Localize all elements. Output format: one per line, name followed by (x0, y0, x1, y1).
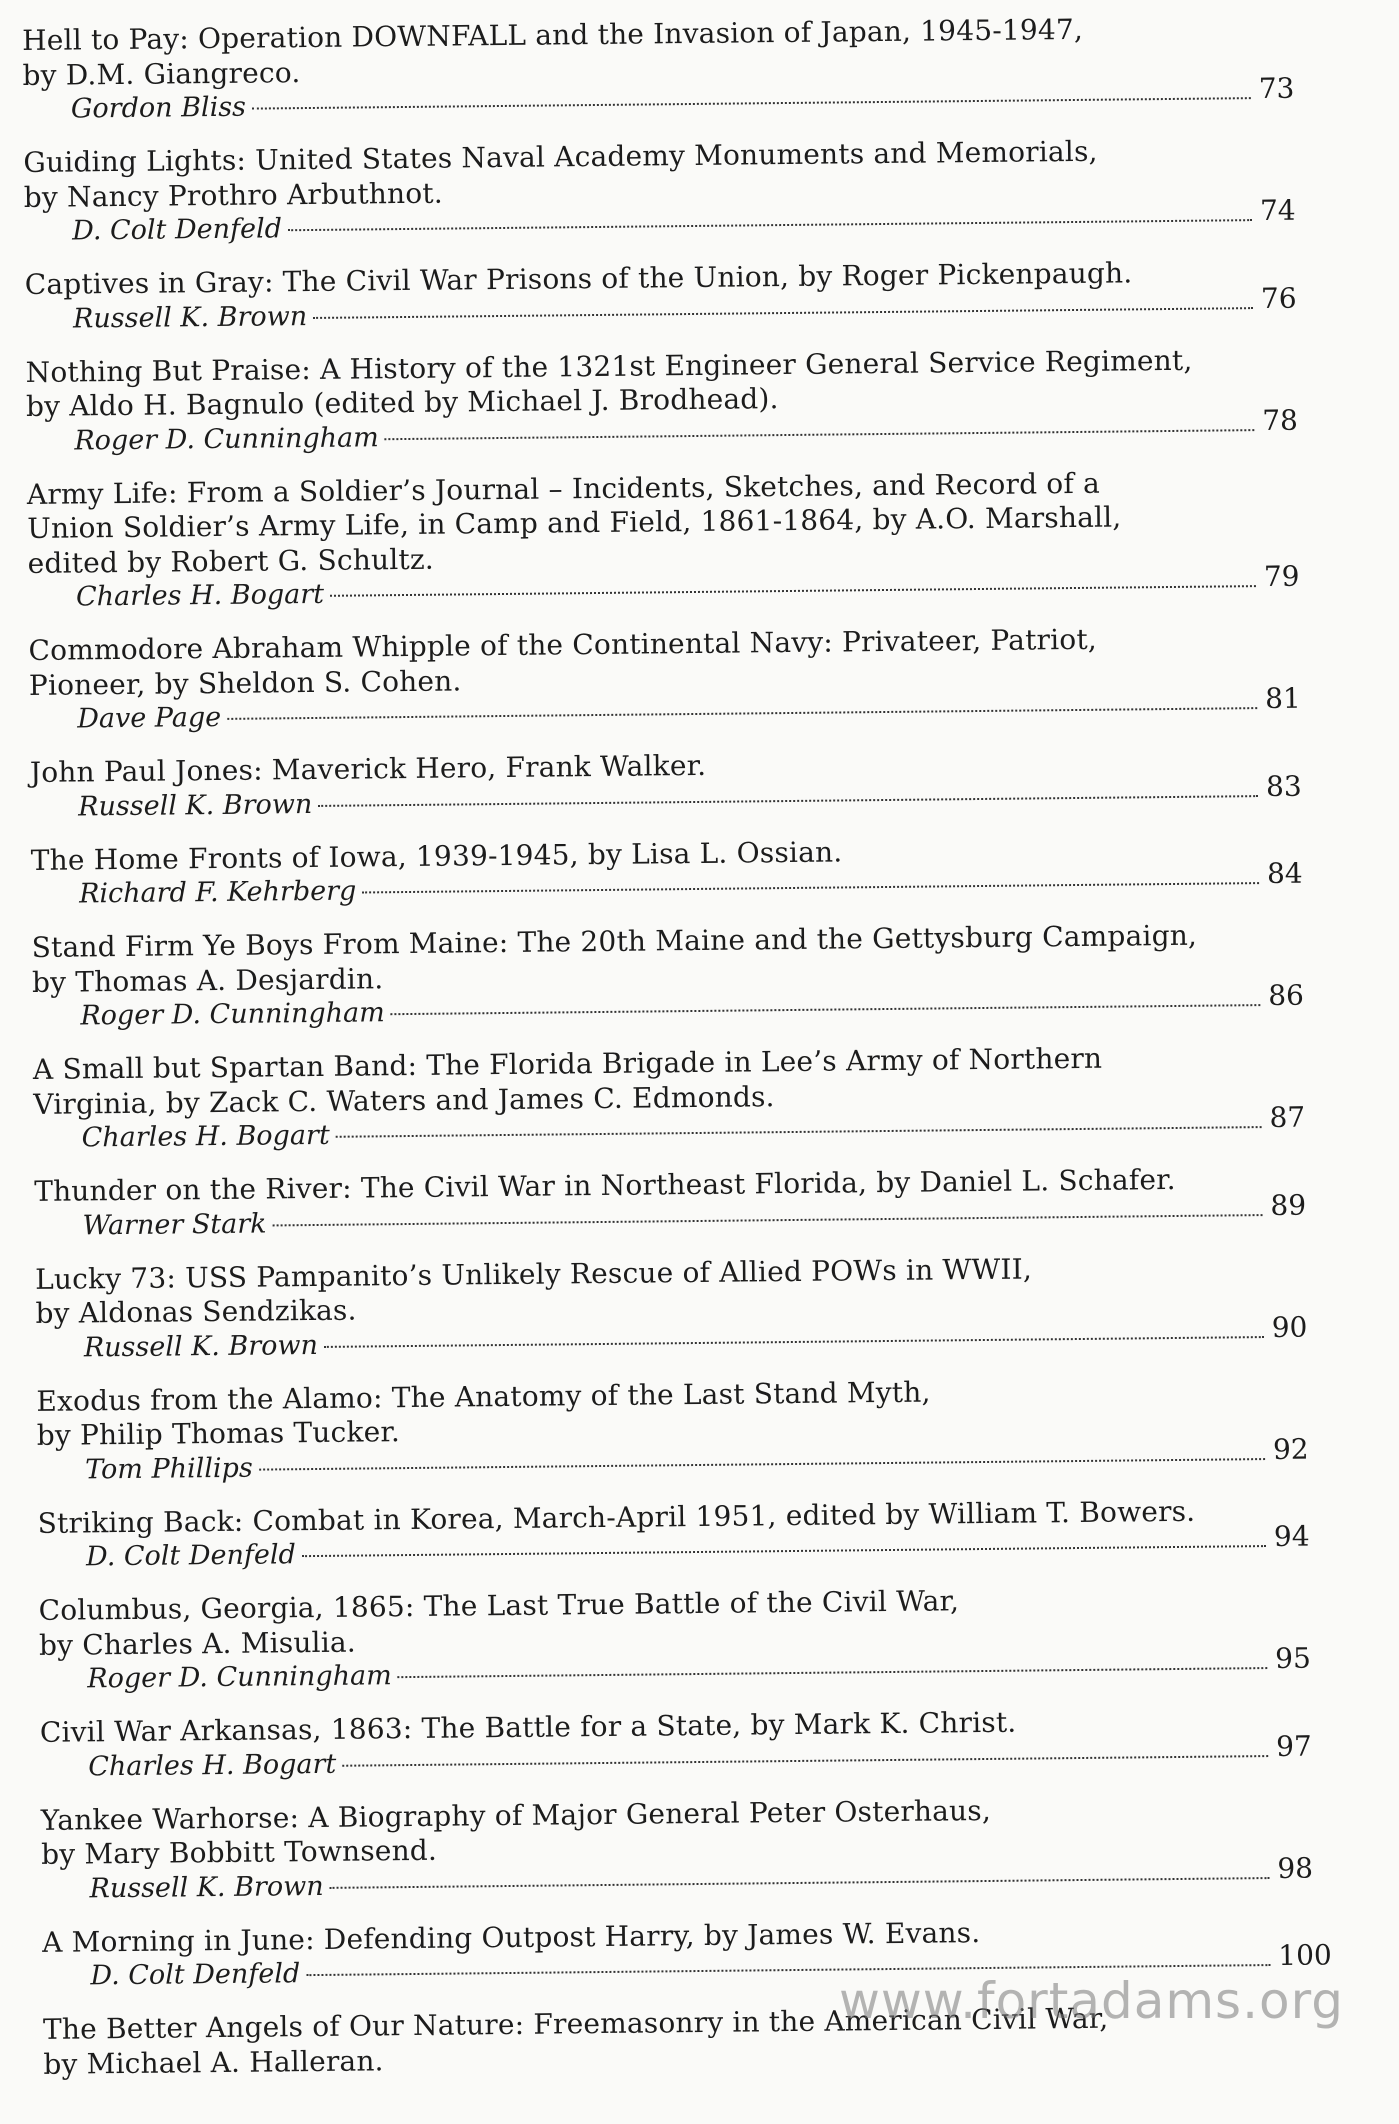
review-entry (33, 1039, 1364, 1156)
reviewer-name: Charles H. Bogart (75, 578, 325, 613)
review-entry (25, 254, 1356, 336)
review-entry (34, 1161, 1365, 1243)
dot-leader (362, 882, 1259, 893)
dot-leader (288, 219, 1252, 231)
dot-leader (342, 1755, 1268, 1767)
review-entry (38, 1580, 1369, 1697)
book-title-line: by Nancy Prothro Arbuthnot. (23, 176, 444, 214)
reviewer-name: Dave Page (77, 701, 222, 735)
page-number: 81 (1264, 681, 1301, 716)
book-title-line: Hell to Pay: Operation DOWNFALL and the Invasion of Japan, 1945-1947, (22, 12, 1084, 57)
book-title-line: Thunder on the River: The Civil War in Northeast Florida, by Daniel L. Schafer. (34, 1162, 1176, 1208)
review-entry (31, 830, 1362, 912)
reviewer-name: Roger D. Cunningham (74, 421, 379, 456)
reviewer-name: Roger D. Cunningham (80, 997, 385, 1032)
book-title-line: by Philip Thomas Tucker. (36, 1415, 401, 1452)
dot-leader (227, 707, 1257, 720)
dot-leader (330, 585, 1256, 597)
book-title-line: by Thomas A. Desjardin. (31, 961, 384, 999)
book-title-line: Union Soldier’s Army Life, in Camp and Field, 1861-1864, by A.O. Marshall, (27, 500, 1122, 545)
page-number: 92 (1272, 1432, 1309, 1466)
reviewer-name: Tom Phillips (84, 1452, 253, 1485)
book-title-line: Commodore Abraham Whipple of the Continental Navy: Privateer, Patriot, (28, 622, 1098, 667)
reviewer-name: Russell K. Brown (72, 300, 308, 334)
page-number: 98 (1277, 1851, 1314, 1885)
dot-leader (252, 97, 1251, 109)
book-title-line: A Small but Spartan Band: The Florida Brigade in Lee’s Army of Northern (32, 1041, 1103, 1086)
dot-leader (273, 1214, 1263, 1226)
book-title-line: Pioneer, by Sheldon S. Cohen. (28, 663, 462, 702)
reviewer-name: Gordon Bliss (70, 91, 247, 125)
review-entry (25, 342, 1356, 459)
table-of-contents (22, 10, 1374, 2101)
review-entry (30, 742, 1361, 824)
book-title-line: The Better Angels of Our Nature: Freemasonry in the American Civil War, (42, 2001, 1109, 2046)
book-title-line: A Morning in June: Defending Outpost Harry, by James W. Evans. (41, 1915, 981, 1959)
reviewer-name: Russell K. Brown (89, 1870, 324, 1904)
dot-leader (385, 429, 1255, 440)
reviewer-name: D. Colt Denfeld (90, 1958, 301, 1992)
dot-leader (324, 1336, 1264, 1348)
dot-leader (259, 1458, 1265, 1471)
dot-leader (391, 1004, 1261, 1015)
book-title-line: by Mary Bobbitt Townsend. (40, 1833, 438, 1871)
book-title-line: Guiding Lights: United States Naval Academy Monuments and Memorials, (23, 134, 1098, 179)
book-title-line: Nothing But Praise: A History of the 1321st Engineer General Service Regiment, (25, 343, 1193, 389)
book-title-line: by Aldonas Sendzikas. (35, 1293, 357, 1330)
dot-leader (330, 1877, 1270, 1889)
dot-leader (336, 1126, 1262, 1138)
book-title-line: Columbus, Georgia, 1865: The Last True Battle of the Civil War, (38, 1584, 960, 1627)
review-entry (40, 1702, 1371, 1784)
page-number: 74 (1259, 193, 1296, 228)
reviewer-name: Russell K. Brown (78, 788, 313, 822)
page-number: 78 (1262, 403, 1299, 437)
reviewer-name: D. Colt Denfeld (72, 213, 283, 247)
review-entry (35, 1249, 1366, 1366)
review-entry (28, 620, 1359, 737)
dot-leader (302, 1545, 1266, 1557)
dot-leader (398, 1667, 1268, 1678)
reviewer-name: Charles H. Bogart (88, 1748, 337, 1782)
review-entry (23, 132, 1354, 249)
page-number: 89 (1270, 1188, 1307, 1222)
reviewer-name: Russell K. Brown (83, 1329, 319, 1363)
reviewer-name: Richard F. Kehrberg (78, 875, 357, 910)
book-title-line: Stand Firm Ye Boys From Maine: The 20th Maine and the Gettysburg Campaign, (31, 918, 1198, 964)
review-entry (27, 464, 1358, 615)
book-title-line: edited by Robert G. Schultz. (27, 542, 435, 580)
reviewer-name: Warner Stark (82, 1208, 267, 1241)
page-number: 90 (1271, 1310, 1308, 1344)
page-number: 100 (1278, 1938, 1332, 1972)
book-title-line: Virginia, by Zack C. Waters and James C. Edmonds. (33, 1079, 775, 1121)
dot-leader (318, 795, 1258, 807)
dot-leader (313, 307, 1253, 319)
book-title-line: by D.M. Giangreco. (22, 55, 301, 92)
book-title-line: The Home Fronts of Iowa, 1939-1945, by Lisa L. Ossian. (30, 834, 843, 877)
page-number: 79 (1263, 559, 1300, 594)
book-title-line: Striking Back: Combat in Korea, March-April 1951, edited by William T. Bowers. (37, 1494, 1196, 1540)
book-title-line: Lucky 73: USS Pampanito’s Unlikely Rescue of Allied POWs in WWII, (34, 1251, 1033, 1296)
page-number: 86 (1268, 978, 1305, 1013)
reviewer-name: D. Colt Denfeld (85, 1539, 296, 1573)
book-title-line: Army Life: From a Soldier’s Journal – Incidents, Sketches, and Record of a (26, 466, 1101, 511)
page-number: 84 (1266, 856, 1303, 891)
book-title-line: by Charles A. Misulia. (38, 1625, 357, 1662)
review-entry (38, 1492, 1369, 1574)
reviewer-name: Charles H. Bogart (81, 1119, 330, 1154)
review-entry (22, 10, 1353, 127)
reviewer-name: Roger D. Cunningham (87, 1660, 392, 1695)
book-title-line: Civil War Arkansas, 1863: The Battle for a State, by Mark K. Christ. (39, 1705, 1017, 1749)
page-number: 76 (1260, 281, 1297, 315)
page-number: 87 (1269, 1100, 1306, 1134)
review-entry (31, 917, 1362, 1034)
book-title-line: Yankee Warhorse: A Biography of Major General Peter Osterhaus, (40, 1793, 992, 1837)
watermark: www.fortadams.org (838, 1972, 1344, 2030)
review-entry (41, 1789, 1372, 1906)
book-title-line: by Michael A. Halleran. (43, 2043, 384, 2081)
book-title-line: Captives in Gray: The Civil War Prisons of the Union, by Roger Pickenpaugh. (24, 256, 1133, 301)
page-number: 73 (1258, 71, 1295, 106)
page-number: 97 (1275, 1729, 1312, 1763)
page-number: 94 (1273, 1519, 1310, 1553)
book-title-line: Exodus from the Alamo: The Anatomy of the Last Stand Myth, (36, 1375, 931, 1418)
page-number: 95 (1275, 1641, 1311, 1675)
book-title-line: by Aldo H. Bagnulo (edited by Michael J. Brodhead). (25, 382, 779, 423)
review-entry (36, 1370, 1367, 1487)
book-title-line: John Paul Jones: Maverick Hero, Frank Walker. (29, 748, 707, 789)
page-number: 83 (1265, 769, 1302, 803)
